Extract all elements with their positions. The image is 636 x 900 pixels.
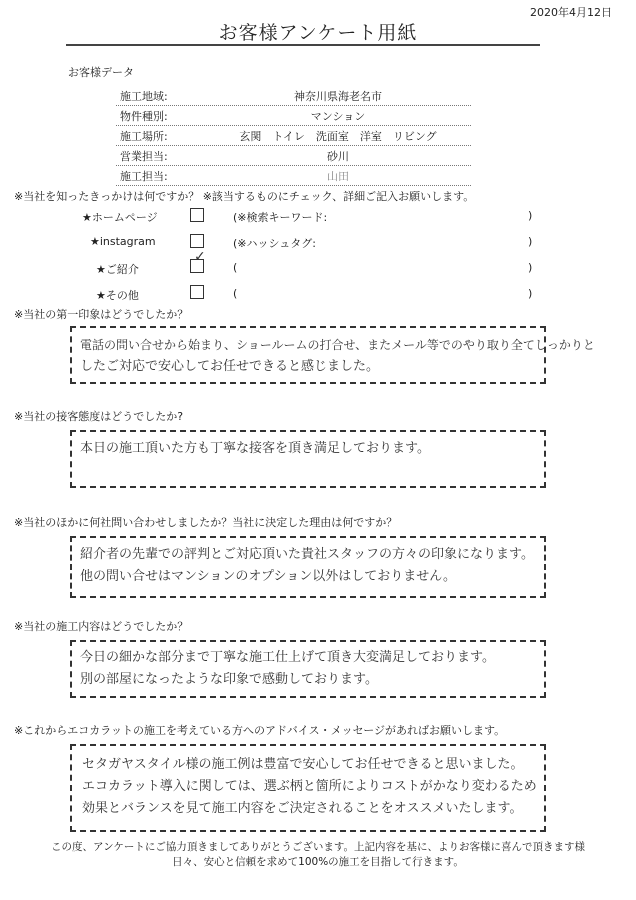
info-row-location (116, 126, 471, 146)
answer-line: 電話の問い合せから始まり、ショールームの打合せ、またメール等でのやり取り全てしっかりと (80, 338, 595, 352)
question-first-impression: ※当社の第一印象はどうでしたか？ (14, 308, 189, 321)
option-detail-referral: ( (233, 261, 238, 274)
answer-line: 紹介者の先輩での評判とご対応頂いた貴社スタッフの方々の印象になります。 (80, 547, 534, 562)
question-advice: ※これからエコカラットの施工を考えている方へのアドバイス・メッセージがあればお願いします。 (14, 724, 506, 737)
check-mark-icon: ✓ (194, 249, 206, 265)
info-value: 玄関 トイレ 洗面室 洋室 リビング (239, 129, 437, 143)
info-label: 施工場所: (120, 129, 168, 143)
answer-line: セタガヤスタイル様の施工例は豊富で安心してお任せできると思いました。 (82, 757, 524, 772)
footer-line: 日々、安心と信頼を求めて100%の施工を目指して行きます。 (172, 856, 464, 868)
customer-info-table (116, 86, 471, 186)
info-label: 営業担当: (120, 149, 168, 163)
option-detail-instagram: (※ハッシュタグ: (233, 237, 316, 250)
option-label-instagram: ★instagram (90, 235, 156, 248)
question-how-found: ※当社を知ったきっかけは何ですか？ ※該当するものにチェック、詳細ご記入お願いします。 (14, 190, 475, 203)
info-label: 物件種別: (120, 109, 168, 123)
info-row-area (116, 86, 471, 106)
answer-line: 本日の施工頂いた方も丁寧な接客を頂き満足しております。 (80, 441, 430, 456)
checkbox-other[interactable] (190, 285, 204, 299)
info-value: マンション (310, 109, 366, 123)
answer-line: エコカラット導入に関しては、選ぶ柄と箇所によりコストがかなり変わるため (82, 779, 537, 794)
option-detail-homepage: (※検索キーワード: (233, 211, 328, 224)
info-row-installer (116, 166, 471, 186)
info-row-property (116, 106, 471, 126)
info-value: 山田 (327, 169, 349, 183)
question-other-companies: ※当社のほかに何社問い合わせしましたか？当社に決定した理由は何ですか？ (14, 516, 398, 529)
info-label: 施工担当: (120, 169, 168, 183)
title-underline (66, 44, 540, 46)
question-service-attitude: ※当社の接客態度はどうでしたか? (14, 410, 184, 423)
close-paren: ) (528, 287, 533, 300)
answer-line: 今日の細かな部分まで丁寧な施工仕上げて頂き大変満足しております。 (80, 650, 495, 665)
page-title: お客様アンケート用紙 (218, 22, 418, 44)
question-work-quality: ※当社の施工内容はどうでしたか？ (14, 620, 189, 633)
info-value: 神奈川県海老名市 (294, 89, 382, 103)
checkbox-instagram[interactable] (190, 234, 204, 248)
option-label-homepage: ★ホームページ (82, 211, 158, 224)
footer-line: この度、アンケートにご協力頂きましてありがとうございます。上記内容を基に、よりお客様に喜んで頂きます様 (50, 841, 586, 853)
option-label-referral: ★ご紹介 (96, 263, 139, 276)
answer-line: したご対応で安心してお任せできると感じました。 (80, 359, 380, 374)
answer-line: 別の部屋になったような印象で感動しております。 (80, 672, 378, 687)
close-paren: ) (528, 261, 533, 274)
answer-box-other-companies[interactable] (70, 536, 546, 598)
answer-box-first-impression[interactable] (70, 326, 595, 384)
answer-box-service-attitude[interactable] (70, 430, 546, 488)
answer-box-work-quality[interactable] (70, 640, 546, 698)
checkbox-homepage[interactable] (190, 208, 204, 222)
customer-data-label: お客様データ (68, 66, 134, 79)
info-row-sales (116, 146, 471, 166)
option-label-other: ★その他 (96, 289, 139, 302)
info-label: 施工地域: (120, 89, 168, 103)
close-paren: ) (528, 235, 533, 248)
answer-box-advice[interactable] (70, 744, 546, 832)
option-detail-other: ( (233, 287, 238, 300)
survey-date: 2020年4月12日 (530, 6, 612, 19)
answer-line: 効果とバランスを見て施工内容をご決定されることをオススメいたします。 (82, 801, 523, 816)
answer-line: 他の問い合せはマンションのオプション以外はしておりません。 (80, 569, 457, 584)
close-paren: ) (528, 209, 533, 222)
info-value: 砂川 (327, 149, 349, 163)
